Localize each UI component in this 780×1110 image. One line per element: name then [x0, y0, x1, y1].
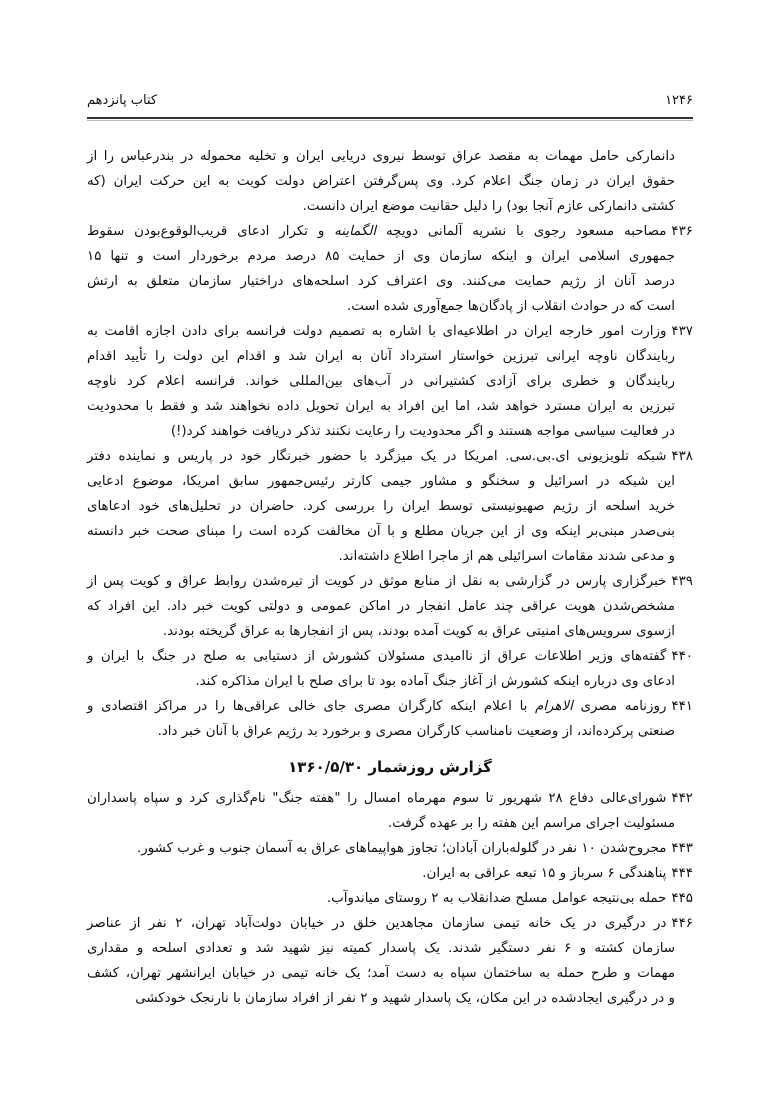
line-text: و در درگیری ایجادشده در این مکان، یک پاسدار شهید و ۲ نفر از افراد سازمان با نارنجک خودکشی: [135, 991, 675, 1006]
line-text: درصد آنان از رژیم حمایت می‌کنند. وی اعتراف کرد اسلحه‌های دراختیار سازمان متعلق به ارتش: [87, 274, 675, 289]
line-text: بنی‌صدر مبنی‌بر اینکه وی از این جریان مطلع و با آن مخالفت کرده است را مبنای صحت خبر دانسته: [87, 524, 675, 539]
text-line: [87, 961, 693, 986]
item-number: ۴۴۶: [671, 916, 693, 931]
item-number: ۴۴۵: [671, 891, 693, 906]
text-line: [87, 719, 693, 744]
list-item: [87, 786, 693, 836]
item-number: ۴۴۱: [671, 699, 693, 714]
line-text: کشتی دانمارکی عازم آنجا بود) را دلیل حقانیت موضع ایران دانست.: [302, 199, 675, 214]
list-item: [87, 694, 693, 744]
text-line: [87, 144, 693, 169]
text-line: [87, 294, 693, 319]
line-text: گفته‌های وزیر اطلاعات عراق از ناامیدی مسئولان کشورش از دستیابی به صلح در جنگ با ایران و: [87, 649, 667, 664]
text-line: [87, 986, 693, 1011]
book-title: کتاب پانزدهم: [87, 92, 158, 108]
line-text: ازسوی سرویس‌های امنیتی عراق به کویت آمده بودند، پس از انفجارها به عراق گریخته بودند.: [162, 624, 675, 639]
header-rule-shadow: [87, 120, 693, 121]
item-number: ۴۴۴: [671, 866, 693, 881]
text-line: [87, 369, 693, 394]
text-line: [87, 786, 693, 811]
item-number: ۴۳۶: [671, 224, 693, 239]
text-line: [87, 669, 693, 694]
page-header: [87, 88, 693, 112]
section-heading: گزارش روزشمار ۱۳۶۰/۵/۳۰: [288, 758, 492, 776]
text-line: [87, 194, 693, 219]
list-item: [87, 569, 693, 644]
header-rule: [87, 117, 693, 119]
text-line: [87, 619, 693, 644]
item-number: ۴۴۲: [671, 791, 693, 806]
text-line: [87, 936, 693, 961]
list-item: [87, 911, 693, 1011]
line-text: تبرزین به ایران مسترد خواهد شد، اما این افراد به ایران تحویل داده نخواهند شد و فقط با محدودیت: [87, 399, 675, 414]
text-line: [87, 494, 693, 519]
line-text: خرید اسلحه از رژیم صهیونیستی توسط ایران را بررسی کرد. حاضران در تحلیل‌های خود ادعاهای: [87, 499, 675, 514]
list-item: [87, 861, 693, 886]
text-line: [87, 469, 693, 494]
line-text: مهمات و طرح حمله به ساختمان سپاه به دست آمد؛ یک خانه تیمی در خیابان ایرانشهر تهران، کشف: [87, 966, 675, 981]
line-text: با اعلام اینکه کارگران مصری جای خالی عراقی‌ها را در مراکز اقتصادی و: [87, 699, 536, 714]
italic-title: الگماینه: [334, 224, 377, 239]
line-text: شورای‌عالی دفاع ۲۸ شهریور تا سوم مهرماه امسال را "هفته جنگ" نام‌گذاری کرد و سپاه پاسداران: [87, 791, 667, 806]
italic-title: الاهرام: [535, 699, 573, 714]
list-item: [87, 144, 693, 219]
line-text: روزنامه مصری: [572, 699, 667, 714]
line-text: جمهوری اسلامی ایران و اینکه سازمان وی از حمایت ۸۵ درصد مردم برخوردار است و تنها ۱۵: [87, 249, 675, 264]
line-text: ادعای وی درباره اینکه کشورش از آغاز جنگ آماده بود تا برای صلح با ایران مذاکره کند.: [195, 674, 675, 689]
line-text: خبرگزاری پارس در گزارشی به نقل از منابع موثق در کویت از تیره‌شدن روابط عراق و کویت پس از: [87, 574, 667, 589]
line-text: مسئولیت اجرای مراسم این هفته را بر عهده گرفت.: [387, 816, 675, 831]
item-number: ۴۳۷: [671, 324, 693, 339]
list-item: [87, 644, 693, 694]
list-item: [87, 836, 693, 861]
line-text: وزارت امور خارجه ایران در اطلاعیه‌ای با اشاره به تصمیم دولت فرانسه برای دادن اجازه اقامت به: [87, 324, 667, 339]
text-line: [87, 594, 693, 619]
text-line: [87, 419, 693, 444]
item-number: ۴۳۹: [671, 574, 693, 589]
line-text: و مدعی شدند مقامات اسرائیلی هم از ماجرا اطلاع داشته‌اند.: [338, 549, 675, 564]
line-text: سازمان کشته و ۶ نفر دستگیر شدند. یک پاسدار کمیته نیز شهید شد و تعدادی اسلحه و مقداری: [87, 941, 675, 956]
line-text: در فعالیت سیاسی مواجه هستند و اگر محدودیت را رعایت نکنند تذکر دریافت خواهند کرد(!): [170, 424, 675, 439]
text-line: [87, 836, 693, 861]
line-text: و تکرار ادعای قریب‌الوقوع‌بودن سقوط: [87, 224, 335, 239]
text-line: [87, 811, 693, 836]
text-line: [87, 219, 693, 244]
list-item: [87, 319, 693, 444]
list-item: [87, 444, 693, 569]
text-line: [87, 344, 693, 369]
text-line: [87, 569, 693, 594]
list-item: [87, 886, 693, 911]
text-line: [87, 861, 693, 886]
line-text: ربایندگان ناوچه ایرانی تبرزین خواستار استرداد آنان به ایران شد و اقدام این دولت را تأیید اقدام: [87, 349, 675, 364]
line-text: حقوق ایران در زمان جنگ اعلام کرد. وی پس‌گرفتن اعتراض دولت کویت به این حرکت ایران (که: [87, 174, 675, 189]
line-text: ربایندگان و خطری برای آزادی کشتیرانی در آب‌های بین‌المللی خواند. فرانسه اعلام کرد ناوچه: [87, 374, 675, 389]
item-number: ۴۳۸: [671, 449, 693, 464]
page-body: [87, 144, 693, 1011]
text-line: [87, 394, 693, 419]
text-line: [87, 244, 693, 269]
text-line: [87, 169, 693, 194]
line-text: صنعتی پرکرده‌اند، از وضعیت نامناسب کارگران مصری و برخورد بد رژیم عراق با آنان خبر داد.: [157, 724, 675, 739]
text-line: [87, 519, 693, 544]
line-text: دانمارکی حامل مهمات به مقصد عراق توسط نیروی دریایی ایران و تخلیه محموله در بندرعباس را از: [87, 149, 675, 164]
item-number: ۴۴۰: [671, 649, 693, 664]
line-text: این شبکه در اسرائیل و سخنگو و مشاور جیمی کارتر رئیس‌جمهور سابق امریکا، موضوع ادعایی: [87, 474, 675, 489]
text-line: [87, 319, 693, 344]
text-line: [87, 544, 693, 569]
text-line: [87, 444, 693, 469]
text-line: [87, 644, 693, 669]
text-line: [87, 911, 693, 936]
item-number: ۴۴۳: [671, 841, 693, 856]
line-text: مشخص‌شدن هویت عراقی چند عامل انفجار در اماکن عمومی و دولتی کویت خبر داد. این افراد که: [87, 599, 675, 614]
line-text: شبکه تلویزیونی ای.بی.سی. امریکا در یک میزگرد با حضور خبرنگار خود در پاریس و نماینده دفتر: [87, 449, 667, 464]
line-text: است که در حوادث انقلاب از پادگان‌ها جمع‌آوری شده است.: [347, 299, 675, 314]
list-item: [87, 219, 693, 319]
line-text: در درگیری در یک خانه تیمی سازمان مجاهدین خلق در خیابان دولت‌آباد تهران، ۲ نفر از عناصر: [87, 916, 667, 931]
text-line: [87, 694, 693, 719]
page-number: ۱۲۴۶: [665, 92, 693, 108]
line-text: مجروح‌شدن ۱۰ نفر در گلوله‌باران آبادان؛ تجاوز هواپیماهای عراق به آسمان جنوب و غرب کشور.: [137, 841, 667, 856]
text-line: [87, 886, 693, 911]
line-text: مصاحبه مسعود رجوی با نشریه آلمانی دویچه: [376, 224, 667, 239]
text-line: [87, 269, 693, 294]
line-text: پناهندگی ۶ سرباز و ۱۵ تبعه عراقی به ایران.: [422, 866, 667, 881]
line-text: حمله بی‌نتیجه عوامل مسلح ضدانقلاب به ۲ روستای میاندوآب.: [326, 891, 667, 906]
